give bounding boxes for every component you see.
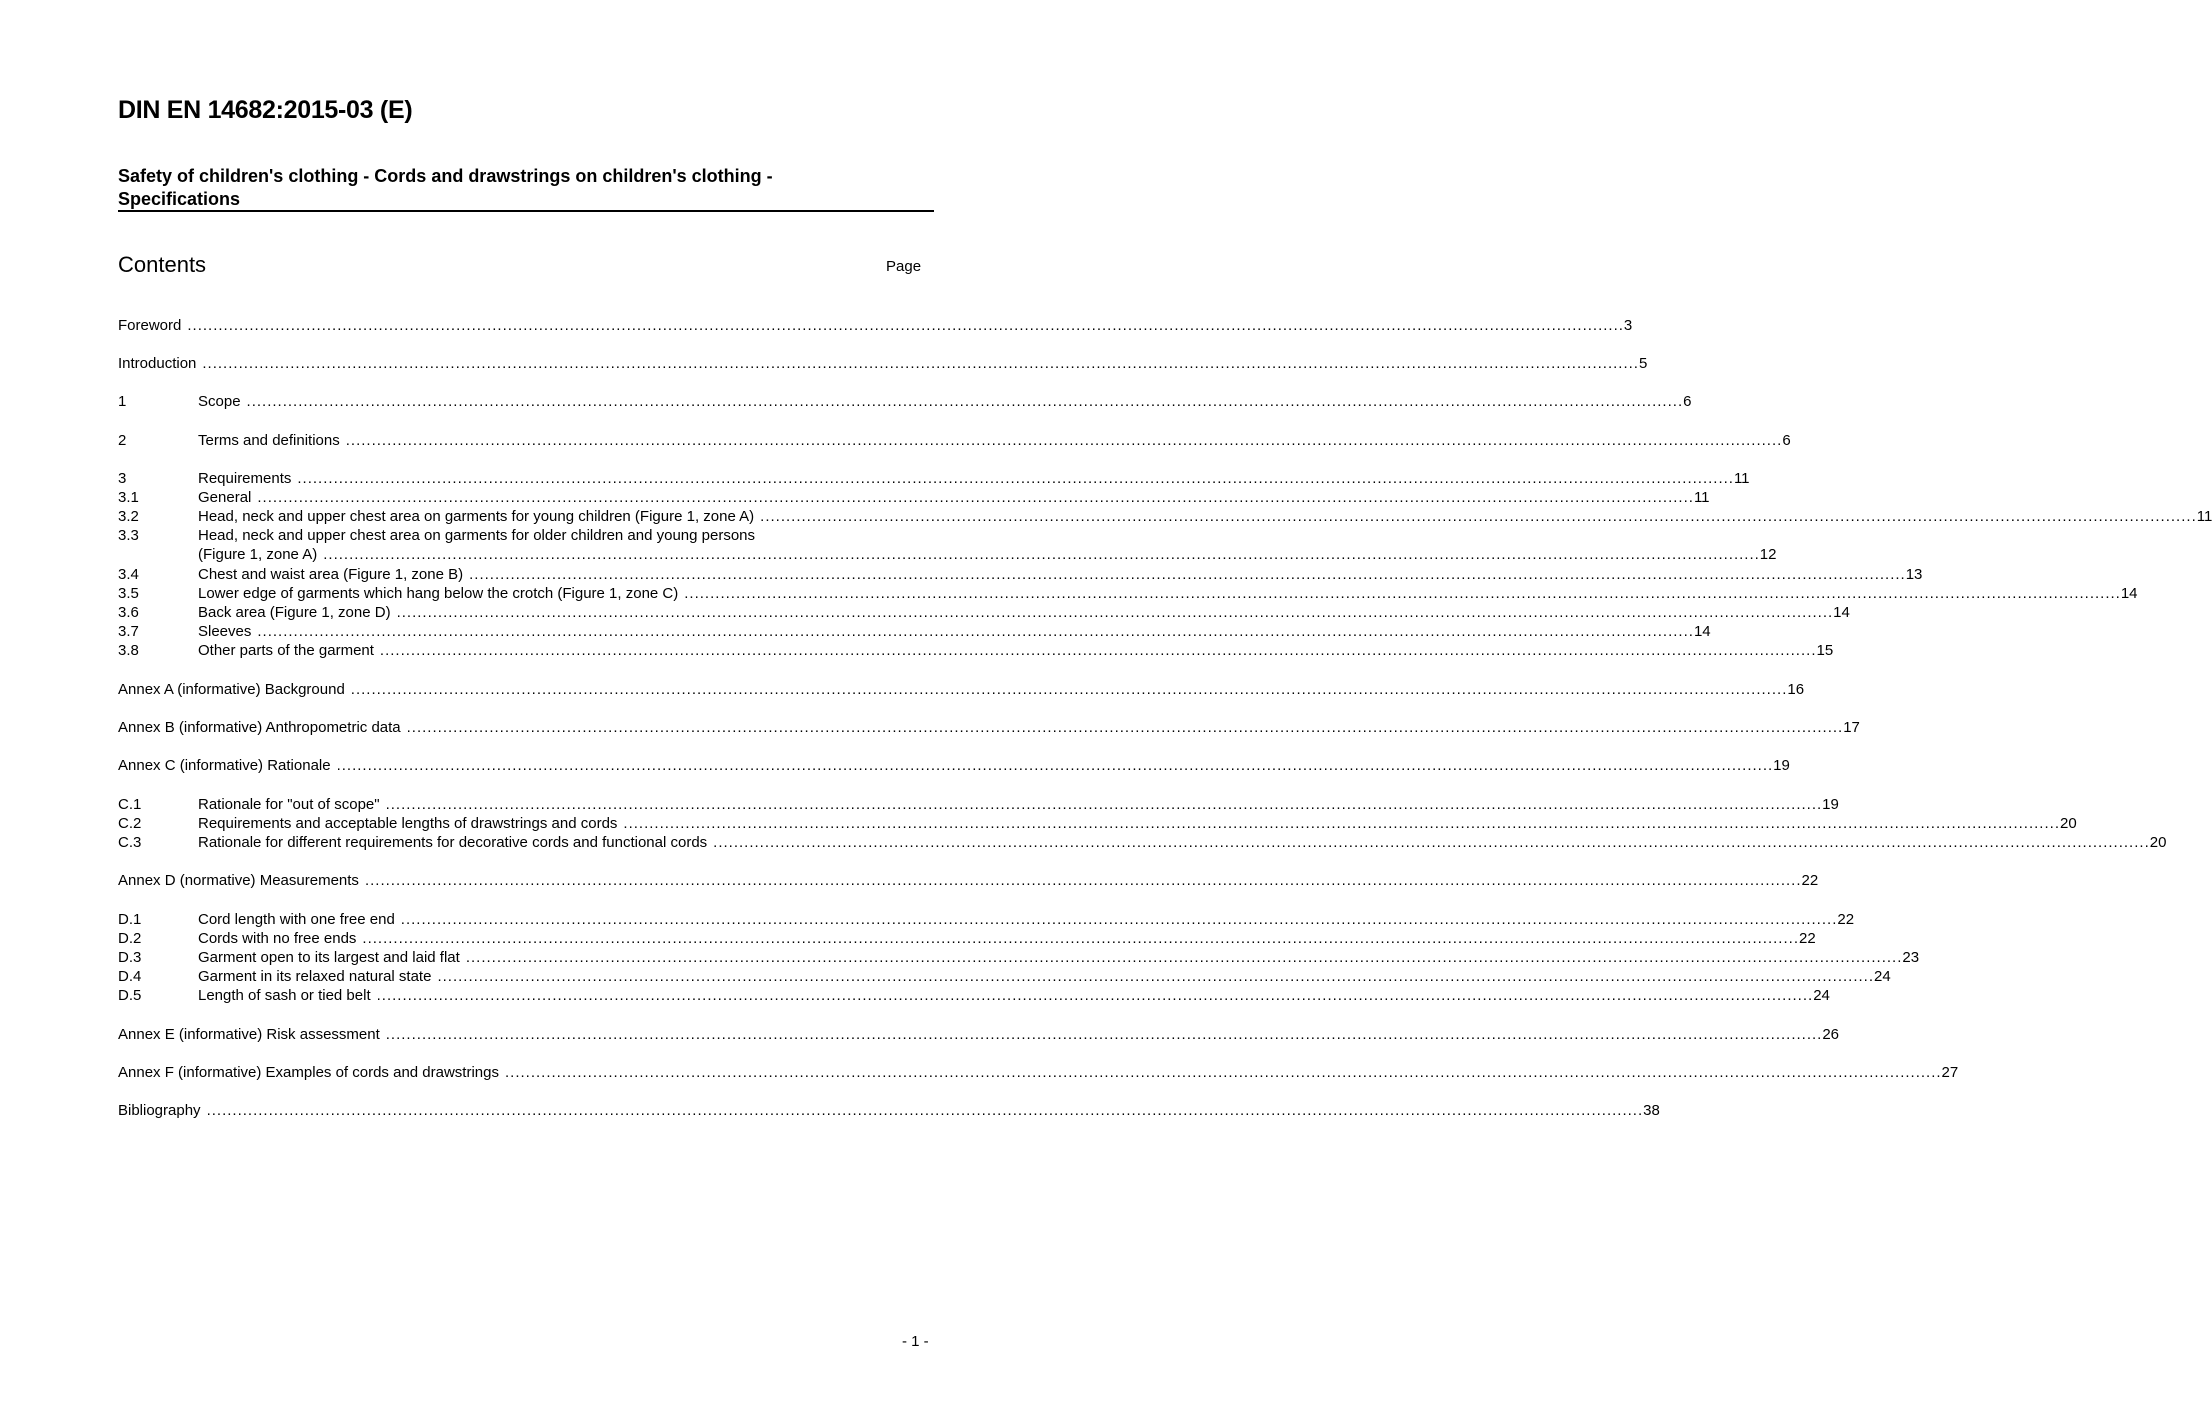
toc-leader: ...................................................................................................................................................................................................................................................................................... xyxy=(206,1102,1644,1119)
toc-title: Annex C (informative) Rationale xyxy=(118,757,331,774)
toc-title: Bibliography xyxy=(118,1102,201,1119)
toc-page: 12 xyxy=(1759,546,1777,563)
toc-page: 22 xyxy=(1798,930,1816,947)
toc-number: 2 xyxy=(118,432,127,449)
toc-title: Annex D (normative) Measurements xyxy=(118,872,359,889)
toc-leader: ...................................................................................................................................................................................................................................................................................... xyxy=(246,393,1684,410)
toc-entry-c-1[interactable] xyxy=(118,795,1839,814)
toc-entry-bibliography[interactable] xyxy=(118,1101,1660,1120)
toc-leader: ...................................................................................................................................................................................................................................................................................... xyxy=(202,355,1639,372)
toc-leader: ...................................................................................................................................................................................................................................................................................... xyxy=(345,432,1783,449)
toc-number: D.3 xyxy=(118,949,142,966)
toc-entry-annex-e[interactable] xyxy=(118,1025,1840,1044)
toc-entry-3-3[interactable] xyxy=(118,526,1777,564)
toc-leader: ...................................................................................................................................................................................................................................................................................... xyxy=(323,546,1760,563)
toc-page: 6 xyxy=(1683,393,1692,410)
toc-leader: ...................................................................................................................................................................................................................................................................................... xyxy=(336,757,1774,774)
toc-page: 38 xyxy=(1643,1102,1660,1119)
toc-entry-3-7[interactable] xyxy=(118,622,1711,641)
toc-title: Foreword xyxy=(118,317,182,334)
toc-title: Cord length with one free end xyxy=(198,911,395,928)
toc-title: Cords with no free ends xyxy=(198,930,357,947)
toc-leader: ...................................................................................................................................................................................................................................................................................... xyxy=(713,834,2150,851)
toc-number: C.2 xyxy=(118,815,142,832)
toc-leader: ...................................................................................................................................................................................................................................................................................... xyxy=(385,1026,1823,1043)
toc-number: 3.6 xyxy=(118,604,139,621)
toc-leader: ...................................................................................................................................................................................................................................................................................... xyxy=(469,566,1906,583)
toc-entry-c-2[interactable] xyxy=(118,814,2077,833)
toc-title: (Figure 1, zone A) xyxy=(198,546,318,563)
toc-leader: ...................................................................................................................................................................................................................................................................................... xyxy=(385,796,1823,813)
toc-leader: ...................................................................................................................................................................................................................................................................................... xyxy=(396,604,1834,621)
toc-title: Introduction xyxy=(118,355,197,372)
toc-number: 3.5 xyxy=(118,585,139,602)
toc-leader: ...................................................................................................................................................................................................................................................................................... xyxy=(297,470,1734,487)
toc-number: 3 xyxy=(118,470,127,487)
toc-number: 3.1 xyxy=(118,489,139,506)
toc-entry-d-4[interactable] xyxy=(118,967,1891,986)
toc-entry-3-6[interactable] xyxy=(118,603,1850,622)
toc-leader: ...................................................................................................................................................................................................................................................................................... xyxy=(760,508,2197,525)
toc-title: Chest and waist area (Figure 1, zone B) xyxy=(198,566,464,583)
toc-entry-d-5[interactable] xyxy=(118,986,1830,1005)
toc-entry-3[interactable] xyxy=(118,469,1750,488)
toc-title: Lower edge of garments which hang below the crotch (Figure 1, zone C) xyxy=(198,585,679,602)
toc-title: Rationale for "out of scope" xyxy=(198,796,380,813)
toc-title: Garment open to its largest and laid flat xyxy=(198,949,460,966)
toc-leader: ...................................................................................................................................................................................................................................................................................... xyxy=(362,930,1799,947)
toc-page: 26 xyxy=(1822,1026,1840,1043)
toc-page: 19 xyxy=(1773,757,1790,774)
toc-page: 22 xyxy=(1837,911,1855,928)
toc-leader: ...................................................................................................................................................................................................................................................................................... xyxy=(400,911,1838,928)
toc-entry-3-4[interactable] xyxy=(118,565,1923,584)
toc-entry-d-2[interactable] xyxy=(118,929,1816,948)
toc-leader: ...................................................................................................................................................................................................................................................................................... xyxy=(504,1064,1942,1081)
toc-title: Annex A (informative) Background xyxy=(118,681,345,698)
toc-entry-foreword[interactable] xyxy=(118,316,1633,335)
toc-leader: ...................................................................................................................................................................................................................................................................................... xyxy=(406,719,1844,736)
toc-page: 13 xyxy=(1905,566,1923,583)
toc-number: D.2 xyxy=(118,930,142,947)
toc-page: 19 xyxy=(1822,796,1839,813)
toc-number: D.1 xyxy=(118,911,142,928)
toc-title: Annex F (informative) Examples of cords and drawstrings xyxy=(118,1064,499,1081)
page-column-heading: Page xyxy=(886,258,922,275)
toc-title: Length of sash or tied belt xyxy=(198,987,371,1004)
toc-entry-2[interactable] xyxy=(118,431,1791,450)
toc-title: Sleeves xyxy=(198,623,252,640)
title-divider xyxy=(118,210,934,212)
toc-entry-annex-a[interactable] xyxy=(118,680,1805,699)
toc-leader: ...................................................................................................................................................................................................................................................................................... xyxy=(257,489,1694,506)
toc-entry-3-1[interactable] xyxy=(118,488,1710,507)
toc-entry-d-1[interactable] xyxy=(118,910,1855,929)
toc-number: 1 xyxy=(118,393,127,410)
toc-entry-3-2[interactable] xyxy=(118,507,2212,526)
toc-number: D.5 xyxy=(118,987,142,1004)
toc-page: 20 xyxy=(2059,815,2077,832)
toc-leader: ...................................................................................................................................................................................................................................................................................... xyxy=(379,642,1817,659)
toc-title: Head, neck and upper chest area on garments for young children (Figure 1, zone A) xyxy=(198,508,755,525)
toc-leader: ...................................................................................................................................................................................................................................................................................... xyxy=(684,585,2121,602)
toc-entry-annex-f[interactable] xyxy=(118,1063,1959,1082)
toc-title: General xyxy=(198,489,252,506)
toc-leader: ...................................................................................................................................................................................................................................................................................... xyxy=(187,317,1624,334)
toc-title: Annex B (informative) Anthropometric data xyxy=(118,719,401,736)
document-id: DIN EN 14682:2015-03 (E) xyxy=(118,96,413,124)
toc-title: Annex E (informative) Risk assessment xyxy=(118,1026,380,1043)
toc-page: 5 xyxy=(1638,355,1648,372)
toc-title: Terms and definitions xyxy=(198,432,340,449)
toc-entry-annex-d[interactable] xyxy=(118,871,1819,890)
toc-entry-annex-b[interactable] xyxy=(118,718,1860,737)
toc-page: 11 xyxy=(1733,470,1750,487)
toc-number: 3.2 xyxy=(118,508,139,525)
contents-heading: Contents xyxy=(118,252,207,277)
toc-page: 11 xyxy=(2196,508,2212,525)
document-title: Safety of children's clothing - Cords and drawstrings on children's clothing - Specifications xyxy=(118,166,773,209)
toc-page: 24 xyxy=(1874,968,1891,985)
toc-leader: ...................................................................................................................................................................................................................................................................................... xyxy=(437,968,1875,985)
toc-number: 3.8 xyxy=(118,642,139,659)
toc-entry-annex-c[interactable] xyxy=(118,756,1790,775)
toc-title: Back area (Figure 1, zone D) xyxy=(198,604,391,621)
toc-page: 23 xyxy=(1902,949,1920,966)
page-number-footer: - 1 - xyxy=(902,1333,929,1350)
toc-page: 14 xyxy=(1693,623,1711,640)
toc-entry-3-5[interactable] xyxy=(118,584,2138,603)
toc-title: Requirements xyxy=(198,470,292,487)
toc-number: C.1 xyxy=(118,796,142,813)
toc-entry-d-3[interactable] xyxy=(118,948,1920,967)
toc-page: 24 xyxy=(1813,987,1830,1004)
toc-leader: ...................................................................................................................................................................................................................................................................................... xyxy=(465,949,1903,966)
toc-entry-c-3[interactable] xyxy=(118,833,2167,852)
toc-number: 3.7 xyxy=(118,623,139,640)
toc-leader: ...................................................................................................................................................................................................................................................................................... xyxy=(623,815,2060,832)
toc-leader: ...................................................................................................................................................................................................................................................................................... xyxy=(257,623,1694,640)
toc-number: C.3 xyxy=(118,834,142,851)
toc-number: 3.3 xyxy=(118,527,139,544)
toc-page: 6 xyxy=(1782,432,1791,449)
toc-title-line1: Head, neck and upper chest area on garments for older children and young persons xyxy=(198,527,756,544)
toc-page: 15 xyxy=(1816,642,1834,659)
toc-number: D.4 xyxy=(118,968,142,985)
toc-page: 22 xyxy=(1801,872,1819,889)
toc-title: Rationale for different requirements for decorative cords and functional cords xyxy=(198,834,708,851)
toc-entry-3-8[interactable] xyxy=(118,641,1834,660)
toc-title: Garment in its relaxed natural state xyxy=(198,968,432,985)
toc-title: Scope xyxy=(198,393,241,410)
toc-title: Requirements and acceptable lengths of drawstrings and cords xyxy=(198,815,618,832)
toc-page: 14 xyxy=(1833,604,1850,621)
toc-page: 14 xyxy=(2120,585,2138,602)
toc-leader: ...................................................................................................................................................................................................................................................................................... xyxy=(364,872,1802,889)
toc-leader: ...................................................................................................................................................................................................................................................................................... xyxy=(350,681,1788,698)
toc-page: 20 xyxy=(2149,834,2167,851)
toc-leader: ...................................................................................................................................................................................................................................................................................... xyxy=(376,987,1814,1004)
toc-title: Other parts of the garment xyxy=(198,642,374,659)
toc-page: 16 xyxy=(1787,681,1805,698)
toc-page: 17 xyxy=(1843,719,1860,736)
toc-number: 3.4 xyxy=(118,566,139,583)
toc-entry-1[interactable] xyxy=(118,392,1692,411)
toc-page: 27 xyxy=(1941,1064,1959,1081)
toc-page: 3 xyxy=(1623,317,1633,334)
toc-page: 11 xyxy=(1693,489,1710,506)
toc-entry-introduction[interactable] xyxy=(118,354,1648,373)
